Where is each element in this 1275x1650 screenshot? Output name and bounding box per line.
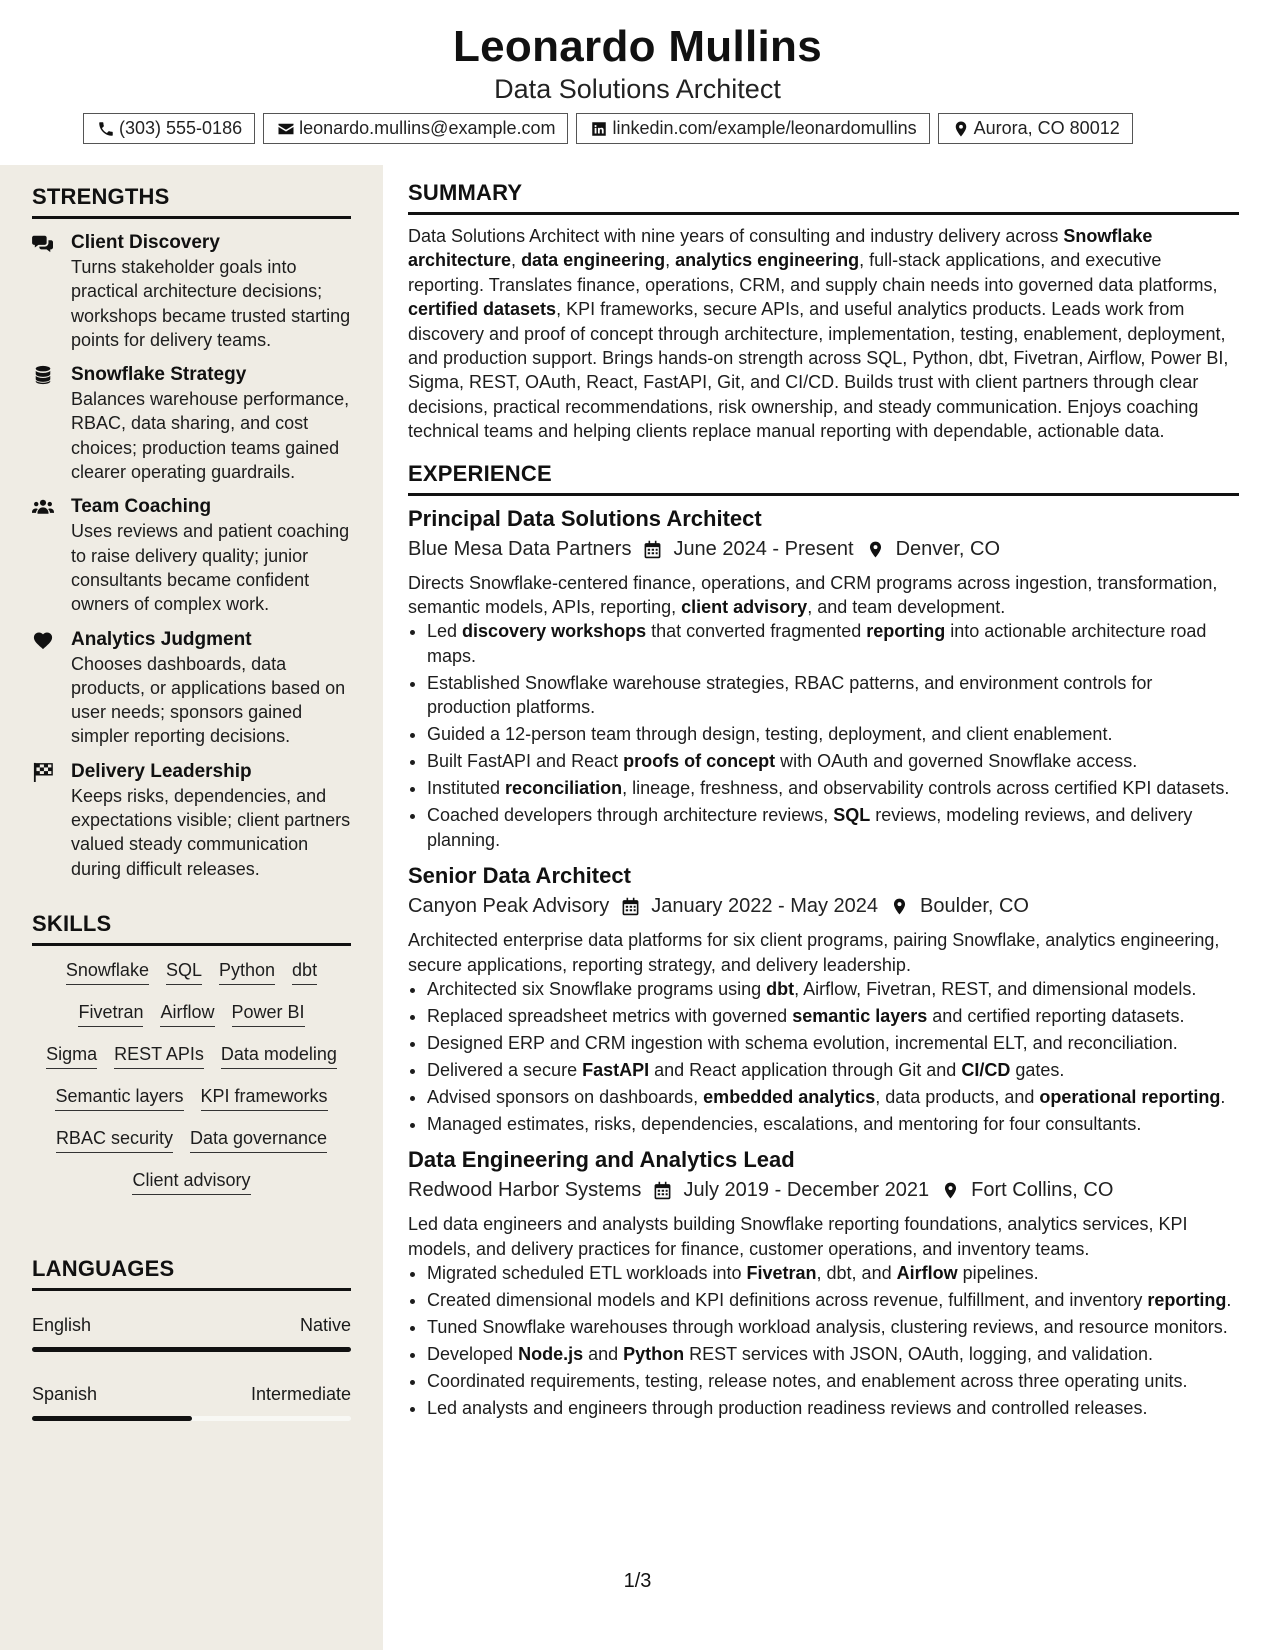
company-name: Canyon Peak Advisory [408, 895, 610, 918]
skill-row [32, 1002, 351, 1027]
contact-linkedin[interactable] [576, 113, 929, 144]
strength-title: Analytics Judgment [71, 628, 252, 650]
job-achievements [408, 619, 1239, 852]
job-location: Boulder, CO [920, 895, 1029, 918]
strength-description: Chooses dashboards, data products, or applications based on user needs; sponsors gained simpler reporting decisions. [71, 653, 346, 747]
skill-tag: Sigma [46, 1044, 97, 1069]
job-achievements [408, 977, 1239, 1136]
skill-row [32, 1086, 351, 1111]
skill-tag: Power BI [232, 1002, 305, 1027]
company-name: Blue Mesa Data Partners [408, 537, 632, 560]
strength-title: Team Coaching [71, 496, 212, 518]
strength-description: Uses reviews and patient coaching to raise delivery quality; junior consultants became confident owners of complex work. [71, 521, 350, 615]
job-location: Denver, CO [895, 537, 1001, 560]
language-proficiency-bar [32, 1416, 351, 1421]
map-pin-icon [890, 897, 909, 916]
language-proficiency-fill [32, 1416, 192, 1421]
map-pin-icon [866, 540, 885, 559]
chat-bubbles-icon [32, 233, 56, 253]
skill-tag: dbt [292, 960, 317, 985]
skill-tag: SQL [166, 960, 202, 985]
email-text: leonardo.mullins@example.com [299, 118, 556, 138]
achievement-bullet: • Migrated scheduled ETL workloads into Fivetran, dbt, and Airflow pipelines. [427, 1261, 1239, 1285]
skill-tag: Client advisory [132, 1170, 250, 1195]
job-description: Architected enterprise data platforms for six client programs, pairing Snowflake, analytics engineering, secure applications, reporting strategy, and delivery leadership. [408, 930, 1220, 975]
strength-item [32, 760, 351, 881]
strength-title: Snowflake Strategy [71, 364, 247, 386]
achievement-bullet: • Coached developers through architecture reviews, SQL reviews, modeling reviews, and delivery planning. [427, 803, 1239, 852]
main-content [408, 180, 1239, 1423]
location-text: Aurora, CO 80012 [973, 118, 1120, 138]
job-dates: July 2019 - December 2021 [683, 1179, 930, 1202]
skill-tag: Airflow [160, 1002, 214, 1027]
job-meta [408, 1179, 1239, 1202]
contact-email[interactable] [263, 113, 568, 144]
languages-heading: LANGUAGES [32, 1256, 351, 1291]
language-item [32, 1291, 351, 1360]
achievement-bullet: • Led analysts and engineers through production readiness reviews and controlled releases. [427, 1396, 1239, 1420]
skills-heading: SKILLS [32, 911, 351, 946]
skill-row [32, 1128, 351, 1153]
summary-heading: SUMMARY [408, 180, 1239, 215]
job-meta [408, 538, 1239, 561]
skill-row [32, 1044, 351, 1069]
strength-title: Delivery Leadership [71, 760, 252, 782]
language-level: Intermediate [250, 1383, 351, 1404]
contact-location [938, 113, 1133, 144]
skill-row [32, 960, 351, 985]
achievement-bullet: • Led discovery workshops that converted fragmented reporting into actionable architecture road maps. [427, 619, 1239, 668]
strengths-list [32, 231, 351, 881]
language-name: English [32, 1314, 92, 1335]
skill-tag: Python [219, 960, 275, 985]
job-title: Data Engineering and Analytics Lead [408, 1147, 795, 1173]
job-achievements [408, 1261, 1239, 1420]
skill-tag: KPI frameworks [201, 1086, 328, 1111]
language-proficiency-bar [32, 1347, 351, 1352]
achievement-bullet: • Developed Node.js and Python REST services with JSON, OAuth, logging, and validation. [427, 1342, 1239, 1366]
achievement-bullet: • Designed ERP and CRM ingestion with schema evolution, incremental ELT, and reconciliation. [427, 1031, 1239, 1055]
map-pin-icon [952, 120, 970, 138]
calendar-icon [653, 1181, 672, 1200]
skill-tag: Fivetran [78, 1002, 143, 1027]
job-dates: June 2024 - Present [673, 537, 854, 560]
job-description: Directs Snowflake-centered finance, operations, and CRM programs across ingestion, transformation, semantic models, APIs, reporting, client advisory, and team development. [408, 572, 1218, 618]
candidate-name: Leonardo Mullins [452, 22, 823, 71]
achievement-bullet: • Advised sponsors on dashboards, embedded analytics, data products, and operational reporting. [427, 1085, 1239, 1109]
achievement-bullet: • Replaced spreadsheet metrics with governed semantic layers and certified reporting datasets. [427, 1004, 1239, 1028]
experience-item [408, 1147, 1239, 1420]
resume-header [0, 0, 1275, 160]
skill-tag: RBAC security [56, 1128, 173, 1153]
summary-text: Data Solutions Architect with nine years of consulting and industry delivery across Snowflake architecture, data engineering, analytics engineering, full-stack applications, and executive reporting. Translates finance, operations, CRM, and supply chain needs into governed data platforms, certified datasets, KPI frameworks, secure APIs, and useful analytics products. Leads work from discovery and proof of concept through architecture, implementation, testing, enablement, deployment, and production support. Brings hands-on strength across SQL, Python, dbt, Fivetran, Airflow, Power BI, Sigma, REST, OAuth, React, FastAPI, Git, and CI/CD. Builds trust with client partners through clear decisions, practical recommendations, risk ownership, and steady communication. Enjoys coaching technical teams and helping clients replace manual reporting with dependable, actionable data. [408, 226, 1229, 442]
skill-tag: REST APIs [114, 1044, 204, 1069]
achievement-bullet: • Instituted reconciliation, lineage, freshness, and observability controls across certified KPI datasets. [427, 776, 1239, 800]
achievement-bullet: • Architected six Snowflake programs using dbt, Airflow, Fivetran, REST, and dimensional models. [427, 977, 1239, 1001]
skill-tag: Semantic layers [55, 1086, 183, 1111]
skill-row [32, 1170, 351, 1195]
job-title: Principal Data Solutions Architect [408, 505, 762, 531]
experience-item [408, 863, 1239, 1136]
skill-tag: Snowflake [66, 960, 149, 985]
achievement-bullet: • Established Snowflake warehouse strategies, RBAC patterns, and environment controls for production platforms. [427, 671, 1239, 720]
heart-icon [32, 630, 56, 650]
strength-item [32, 363, 351, 484]
achievement-bullet: • Delivered a secure FastAPI and React application through Git and CI/CD gates. [427, 1058, 1239, 1082]
language-item [32, 1360, 351, 1429]
strength-description: Keeps risks, dependencies, and expectations visible; client partners valued steady communication during difficult releases. [71, 785, 351, 879]
calendar-icon [621, 897, 640, 916]
achievement-bullet: • Created dimensional models and KPI definitions across revenue, fulfillment, and inventory reporting. [427, 1288, 1239, 1312]
achievement-bullet: • Guided a 12-person team through design, testing, deployment, and client enablement. [427, 722, 1239, 746]
achievement-bullet: • Coordinated requirements, testing, release notes, and enablement across three operating units. [427, 1369, 1239, 1393]
phone-icon [97, 120, 115, 138]
phone-text: (303) 555-0186 [119, 118, 243, 138]
skill-tag: Data governance [190, 1128, 327, 1153]
map-pin-icon [941, 1181, 960, 1200]
skills-list [32, 960, 351, 1195]
skill-tag: Data modeling [221, 1044, 337, 1069]
linkedin-text: linkedin.com/example/leonardomullins [612, 118, 917, 138]
achievement-bullet: • Managed estimates, risks, dependencies, escalations, and mentoring for four consultants. [427, 1112, 1239, 1136]
strength-title: Client Discovery [71, 232, 220, 253]
sidebar [0, 165, 383, 1650]
job-dates: January 2022 - May 2024 [651, 895, 879, 918]
contact-phone[interactable] [83, 113, 255, 144]
languages-list [32, 1291, 351, 1429]
page-number: 1/3 [623, 1570, 652, 1592]
envelope-icon [277, 120, 295, 138]
achievement-bullet: • Tuned Snowflake warehouses through workload analysis, clustering reviews, and resource monitors. [427, 1315, 1239, 1339]
job-location: Fort Collins, CO [971, 1179, 1114, 1202]
strength-description: Turns stakeholder goals into practical architecture decisions; workshops became trusted starting points for delivery teams. [71, 257, 351, 350]
contact-bar [83, 113, 1133, 144]
strength-description: Balances warehouse performance, RBAC, data sharing, and cost choices; production teams gained clearer operating guardrails. [71, 389, 350, 483]
company-name: Redwood Harbor Systems [408, 1179, 642, 1202]
database-icon [32, 365, 56, 385]
strength-item [32, 231, 351, 352]
candidate-role: Data Solutions Architect [494, 74, 781, 104]
calendar-icon [643, 540, 662, 559]
experience-list [408, 506, 1239, 1421]
job-meta [408, 895, 1239, 918]
job-title: Senior Data Architect [408, 863, 631, 889]
achievement-bullet: • Built FastAPI and React proofs of concept with OAuth and governed Snowflake access. [427, 749, 1239, 773]
language-proficiency-fill [32, 1347, 351, 1352]
users-icon [32, 497, 56, 517]
strength-item [32, 495, 351, 616]
checkered-flag-icon [32, 762, 56, 782]
language-name: Spanish [32, 1383, 98, 1404]
experience-item [408, 506, 1239, 852]
job-description: Led data engineers and analysts building Snowflake reporting foundations, analytics services, KPI models, and delivery practices for finance, customer operations, and inventory teams. [408, 1214, 1188, 1259]
linkedin-icon [590, 120, 608, 138]
strengths-heading: STRENGTHS [32, 184, 351, 219]
strength-item [32, 628, 351, 749]
language-level: Native [299, 1314, 351, 1335]
experience-heading: EXPERIENCE [408, 461, 1239, 496]
